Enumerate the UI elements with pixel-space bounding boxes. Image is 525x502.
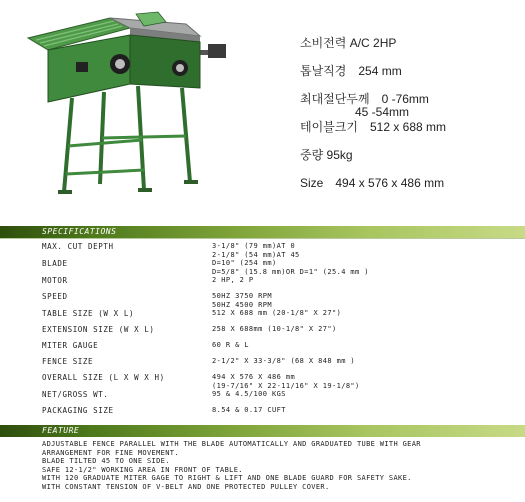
- table-size-row: [300, 120, 446, 134]
- spec-value: [212, 259, 369, 276]
- spec-row: [0, 259, 525, 276]
- spec-value: [212, 242, 300, 259]
- spec-row: [0, 242, 525, 259]
- spec-row: [0, 325, 525, 339]
- power-text: 소비전력 A/C 2HP: [300, 36, 397, 50]
- feature-line: BLADE TILTED 45 TO ONE SIDE.: [42, 457, 170, 466]
- weight-text: 중량 95kg: [300, 148, 353, 162]
- spec-value-line: D=5/8" (15.8 mm)OR D=1" (25.4 mm ): [212, 267, 369, 276]
- specifications-table: [0, 238, 525, 425]
- spec-value-line: 494 X 576 X 486 mm: [212, 373, 296, 381]
- spec-value-line: 60 R & L: [212, 341, 249, 349]
- spec-row: [0, 390, 525, 404]
- spec-row: [0, 406, 525, 420]
- spec-row: [0, 341, 525, 355]
- spec-key: MOTOR: [42, 276, 68, 285]
- spec-value: [212, 406, 286, 415]
- table-size-value: 512 x 688 mm: [369, 120, 447, 134]
- spec-value-line: 95 & 4.5/100 KGS: [212, 390, 286, 398]
- max-cut-value-1: 0 -76mm: [381, 92, 429, 106]
- blade-diameter-value: 254 mm: [358, 64, 402, 78]
- feature-line: WITH 120 GRADUATE MITER GAGE TO RIGHT & LIFT AND ONE BLADE GUARD FOR SAFETY SAKE.: [42, 474, 412, 483]
- spec-row: [0, 309, 525, 323]
- spec-value-line: 2-1/8" (54 mm)AT 45: [212, 250, 300, 259]
- spec-value: [212, 373, 360, 390]
- spec-value-line: (19-7/16" X 22-11/16" X 19-1/8"): [212, 381, 360, 390]
- spec-row: [0, 357, 525, 371]
- table-size-label: 테이블크기: [300, 120, 358, 134]
- spec-key: NET/GROSS WT.: [42, 390, 109, 399]
- spec-value: [212, 390, 286, 399]
- spec-key: SPEED: [42, 292, 68, 301]
- spec-row: [0, 292, 525, 309]
- spec-value-line: 2-1/2" X 33-3/8" (68 X 848 mm ): [212, 357, 356, 365]
- spec-value-line: 512 X 688 mm (20-1/8" X 27"): [212, 309, 342, 317]
- spec-value-line: 3-1/8" (79 mm)AT 0: [212, 242, 296, 250]
- spec-value-line: 258 X 688mm (10-1/8" X 27"): [212, 325, 337, 333]
- spec-value: [212, 357, 355, 366]
- spec-key: EXTENSION SIZE (W X L): [42, 325, 155, 334]
- spec-value: [212, 276, 254, 285]
- spec-key: MITER GAUGE: [42, 341, 99, 350]
- feature-list: [42, 440, 520, 492]
- feature-line: ADJUSTABLE FENCE PARALLEL WITH THE BLADE AUTOMATICALLY AND GRADUATED TUBE WITH GEAR: [42, 440, 421, 448]
- spec-key: FENCE SIZE: [42, 357, 94, 366]
- spec-value: [212, 309, 341, 318]
- feature-line: SAFE 12-1/2" WORKING AREA IN FRONT OF TABLE.: [42, 465, 243, 474]
- spec-value-line: 50HZ 4500 RPM: [212, 300, 272, 309]
- max-cut-value-2: 45 -54mm: [355, 105, 410, 119]
- spec-value: [212, 341, 249, 350]
- feature-line: WITH CONSTANT TENSION OF V-BELT AND ONE PROTECTED PULLEY COVER.: [42, 482, 330, 491]
- spec-value-line: D=10" (254 mm): [212, 259, 277, 267]
- spec-value-line: 2 HP, 2 P: [212, 276, 254, 284]
- specifications-header-bar: [0, 226, 525, 238]
- spec-value-line: 8.54 & 0.17 CUFT: [212, 406, 286, 414]
- size-label: Size: [300, 176, 324, 190]
- spec-value-line: 50HZ 3750 RPM: [212, 292, 272, 300]
- spec-key: OVERALL SIZE (L X W X H): [42, 373, 165, 382]
- size-value: 494 x 576 x 486 mm: [335, 176, 445, 190]
- spec-value: [212, 292, 272, 309]
- feature-heading: FEATURE: [42, 426, 80, 435]
- table-top-rule: [0, 238, 525, 239]
- max-cut-row: [300, 92, 429, 106]
- spec-key: PACKAGING SIZE: [42, 406, 114, 415]
- blade-diameter-label: 톱날직경: [300, 64, 347, 78]
- feature-line: ARRANGEMENT FOR FINE MOVEMENT.: [42, 448, 179, 457]
- spec-row: [0, 373, 525, 390]
- spec-row: [0, 276, 525, 290]
- spec-value: [212, 325, 337, 334]
- blade-diameter-row: [300, 64, 402, 78]
- feature-header-bar: [0, 425, 525, 437]
- specifications-heading: SPECIFICATIONS: [42, 227, 117, 236]
- max-cut-label: 최대절단두께: [300, 92, 370, 106]
- spec-key: TABLE SIZE (W X L): [42, 309, 135, 318]
- spec-key: MAX. CUT DEPTH: [42, 242, 114, 251]
- spec-key: BLADE: [42, 259, 68, 268]
- size-row: [300, 176, 444, 190]
- table-saw-photo: [18, 6, 230, 198]
